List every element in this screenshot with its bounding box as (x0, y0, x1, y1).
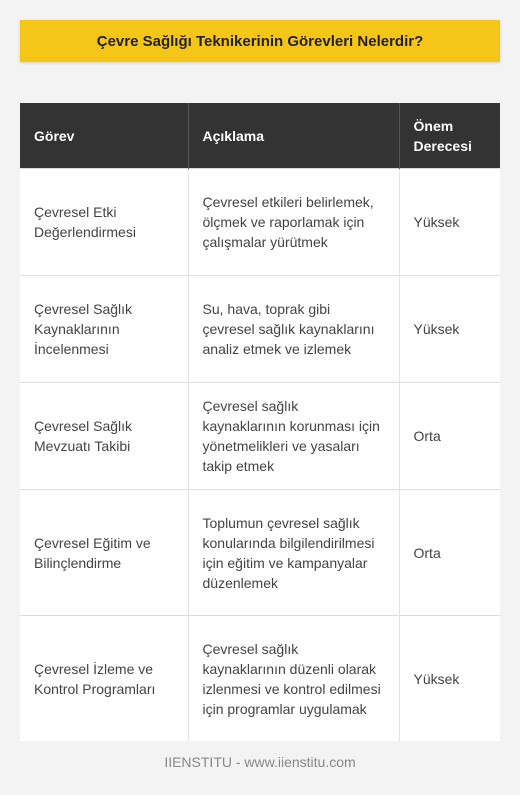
description-cell: Çevresel sağlık kaynaklarının korunması için yönetmelikleri ve yasaları takip etmek (188, 383, 399, 490)
table-row (20, 490, 500, 616)
task-cell: Çevresel İzleme ve Kontrol Programları (20, 616, 188, 742)
description-cell: Çevresel etkileri belirlemek, ölçmek ve raporlamak için çalışmalar yürütmek (188, 169, 399, 276)
description-cell: Su, hava, toprak gibi çevresel sağlık kaynaklarını analiz etmek ve izlemek (188, 276, 399, 383)
task-cell: Çevresel Eğitim ve Bilinçlendirme (20, 490, 188, 616)
importance-cell: Orta (399, 490, 500, 616)
page-title: Çevre Sağlığı Teknikerinin Görevleri Nelerdir? (20, 20, 500, 62)
footer-credit: IIENSTITU - www.iienstitu.com (164, 754, 356, 770)
importance-cell: Yüksek (399, 616, 500, 742)
importance-cell: Yüksek (399, 169, 500, 276)
table-row (20, 616, 500, 742)
importance-cell: Yüksek (399, 276, 500, 383)
column-header-importance: Önem Derecesi (399, 103, 500, 169)
table-row (20, 276, 500, 383)
table-row (20, 383, 500, 490)
table-header (20, 103, 500, 169)
table-row (20, 169, 500, 276)
column-header-task: Görev (20, 103, 188, 169)
task-cell: Çevresel Etki Değerlendirmesi (20, 169, 188, 276)
tasks-table (20, 103, 500, 741)
column-header-description: Açıklama (188, 103, 399, 169)
description-cell: Çevresel sağlık kaynaklarının düzenli olarak izlenmesi ve kontrol edilmesi için programlar uygulamak (188, 616, 399, 742)
description-cell: Toplumun çevresel sağlık konularında bilgilendirilmesi için eğitim ve kampanyalar düzenlemek (188, 490, 399, 616)
task-cell: Çevresel Sağlık Mevzuatı Takibi (20, 383, 188, 490)
importance-cell: Orta (399, 383, 500, 490)
table-body (20, 169, 500, 742)
task-cell: Çevresel Sağlık Kaynaklarının İncelenmesi (20, 276, 188, 383)
table-header-row (20, 103, 500, 169)
